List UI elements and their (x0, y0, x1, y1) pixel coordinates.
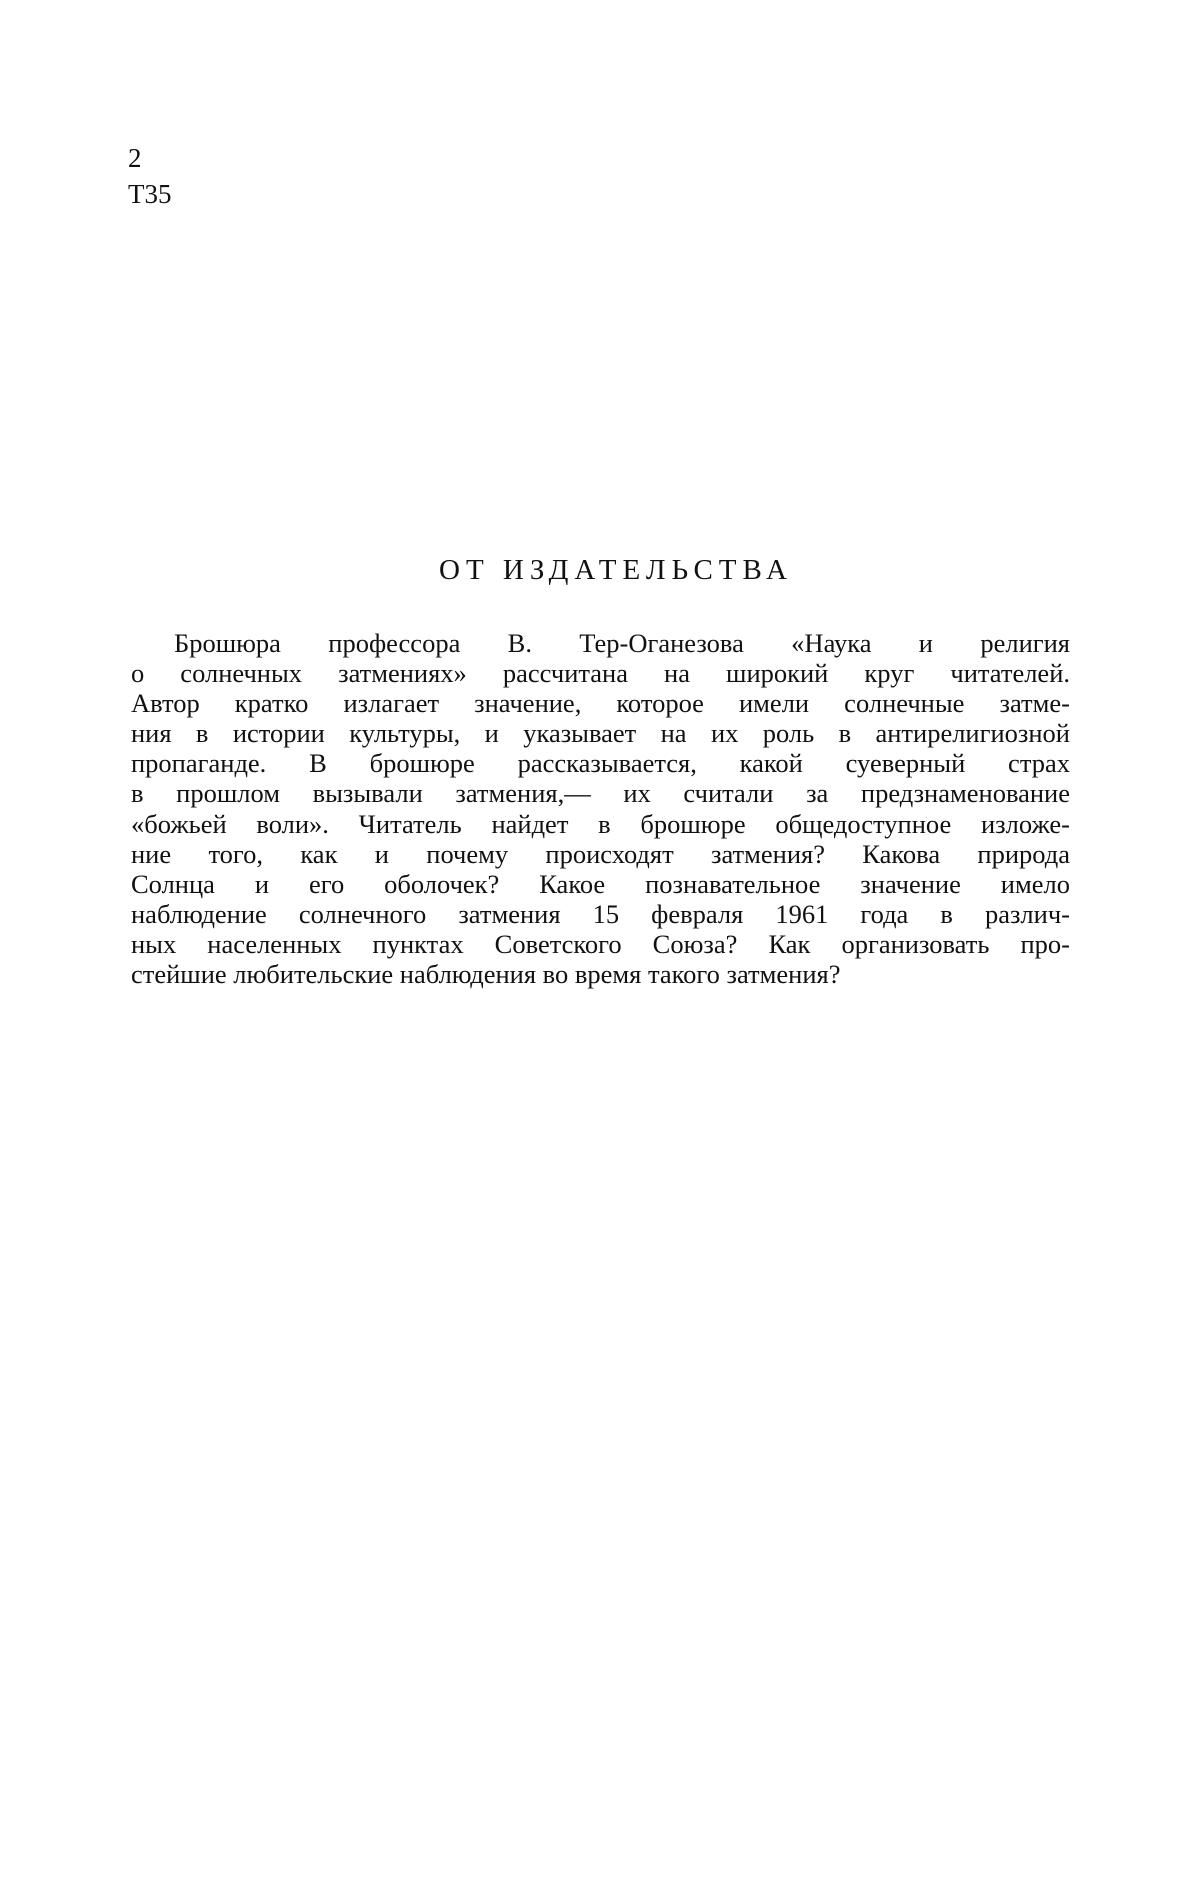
paragraph-line: в прошлом вызывали затмения,— их считали за предзнаменование (131, 778, 1070, 809)
paragraph-line: о солнечных затмениях» рассчитана на широкий круг читателей. (131, 658, 1070, 689)
publisher-annotation (131, 628, 1070, 989)
paragraph-line: стейшие любительские наблюдения во время такого затмения? (131, 959, 841, 990)
paragraph-line: ние того, как и почему происходят затмения? Какова природа (131, 838, 1070, 869)
paragraph-line: ния в истории культуры, и указывает на их роль в антирелигиозной (131, 718, 1070, 749)
section-heading: ОТ ИЗДАТЕЛЬСТВА (439, 554, 793, 586)
paragraph-line: Солнца и его оболочек? Какое познавательное значение имело (131, 868, 1070, 899)
paragraph-line: Автор кратко излагает значение, которое имели солнечные затме- (131, 688, 1070, 719)
library-index-code (128, 140, 172, 212)
paragraph-line: «божьей воли». Читатель найдет в брошюре общедоступное изложе- (131, 808, 1070, 839)
paragraph-line: Брошюра профессора В. Тер-Оганезова «Наука и религия (174, 628, 1070, 658)
paragraph-line: наблюдение солнечного затмения 15 февраля 1961 года в различ- (131, 898, 1070, 929)
index-code-line-1: 2 (128, 143, 142, 173)
paragraph-line: пропаганде. В брошюре рассказывается, какой суеверный страх (131, 748, 1070, 779)
index-code-line-2: Т35 (128, 179, 172, 209)
paragraph-line: ных населенных пунктах Советского Союза? Как организовать про- (131, 928, 1070, 959)
